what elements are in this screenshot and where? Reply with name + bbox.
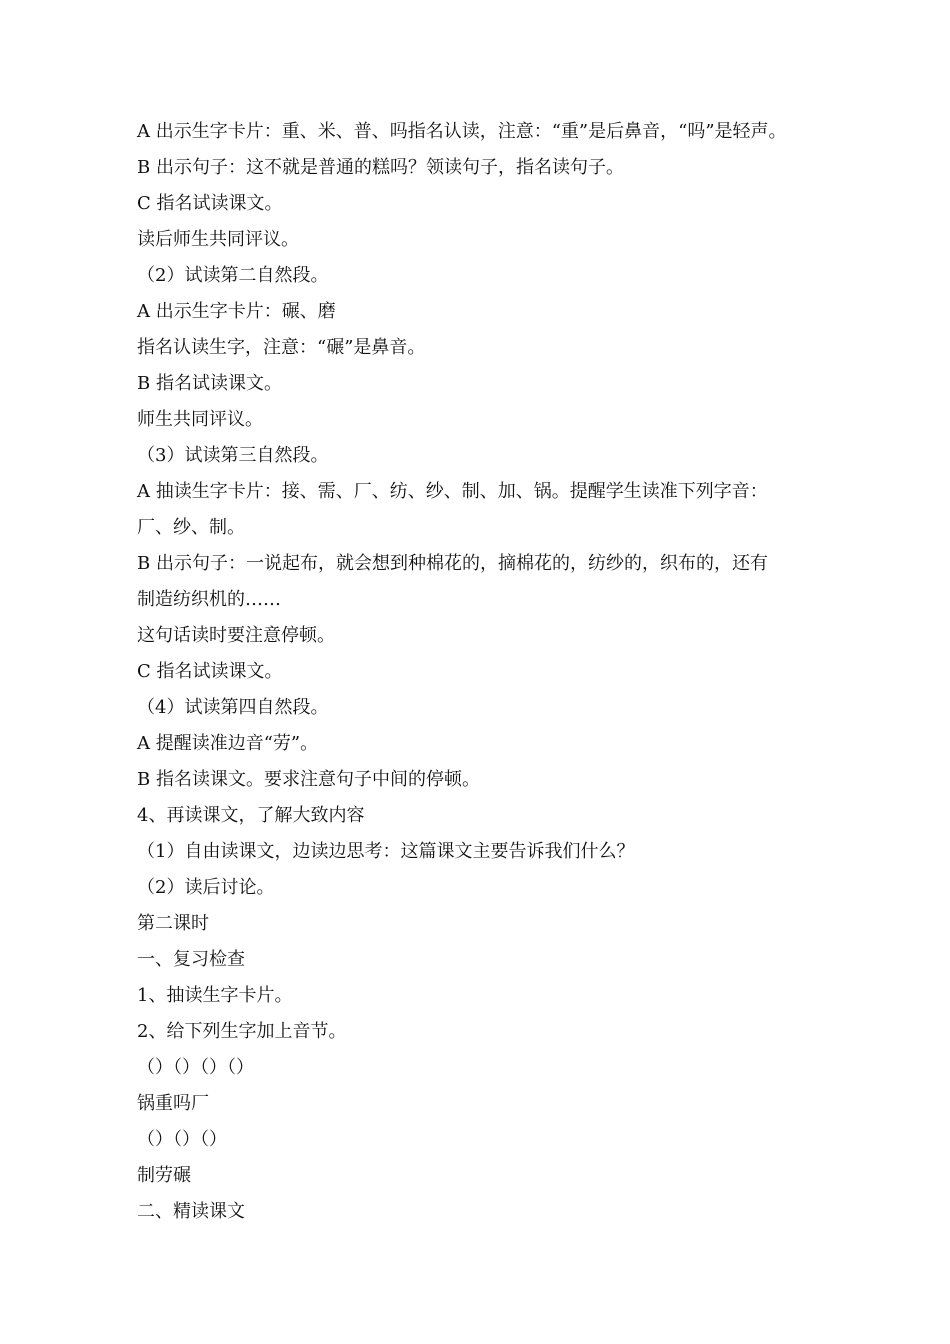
text-line: A 提醒读准边音“劳”。 bbox=[137, 733, 319, 754]
section-heading: 第二课时 bbox=[137, 913, 209, 934]
text-line: B 指名读课文。要求注意句子中间的停顿。 bbox=[137, 769, 480, 790]
text-line: B 指名试读课文。 bbox=[137, 373, 282, 394]
blank-parentheses-row: （）（）（）（） bbox=[137, 1057, 254, 1078]
text-line: 读后师生共同评议。 bbox=[137, 229, 299, 250]
text-line: 这句话读时要注意停顿。 bbox=[137, 625, 335, 646]
text-line: A 出示生字卡片：重、米、普、吗指名认读，注意：“重”是后鼻音，“吗”是轻声。 bbox=[137, 121, 787, 142]
text-line: 指名认读生字，注意：“碾”是鼻音。 bbox=[137, 337, 426, 358]
section-heading: （3）试读第三自然段。 bbox=[137, 445, 329, 466]
text-line: A 出示生字卡片：碾、磨 bbox=[137, 301, 336, 322]
text-line: C 指名试读课文。 bbox=[137, 193, 283, 214]
text-line: 厂、纱、制。 bbox=[137, 517, 245, 538]
blank-parentheses-row: （）（）（） bbox=[137, 1129, 227, 1150]
text-line: B 出示句子：一说起布，就会想到种棉花的，摘棉花的，纺纱的，织布的，还有 bbox=[137, 553, 768, 574]
text-line: 2、给下列生字加上音节。 bbox=[137, 1021, 347, 1042]
text-line: （2）读后讨论。 bbox=[137, 877, 275, 898]
character-row: 锅重吗厂 bbox=[137, 1093, 209, 1114]
text-line: 制造纺织机的…… bbox=[137, 589, 281, 610]
section-heading: 二、精读课文 bbox=[137, 1201, 245, 1222]
text-line: C 指名试读课文。 bbox=[137, 661, 283, 682]
section-heading: （4）试读第四自然段。 bbox=[137, 697, 329, 718]
text-line: B 出示句子：这不就是普通的糕吗？领读句子，指名读句子。 bbox=[137, 157, 624, 178]
section-heading: 一、复习检查 bbox=[137, 949, 245, 970]
text-line: 师生共同评议。 bbox=[137, 409, 263, 430]
text-line: 1、抽读生字卡片。 bbox=[137, 985, 293, 1006]
section-heading: 4、再读课文，了解大致内容 bbox=[137, 805, 365, 826]
document-body bbox=[137, 114, 827, 1230]
text-line: （1）自由读课文，边读边思考：这篇课文主要告诉我们什么？ bbox=[137, 841, 635, 862]
character-row: 制劳碾 bbox=[137, 1165, 191, 1186]
section-heading: （2）试读第二自然段。 bbox=[137, 265, 329, 286]
text-line: A 抽读生字卡片：接、需、厂、纺、纱、制、加、锅。提醒学生读准下列字音： bbox=[137, 481, 768, 502]
